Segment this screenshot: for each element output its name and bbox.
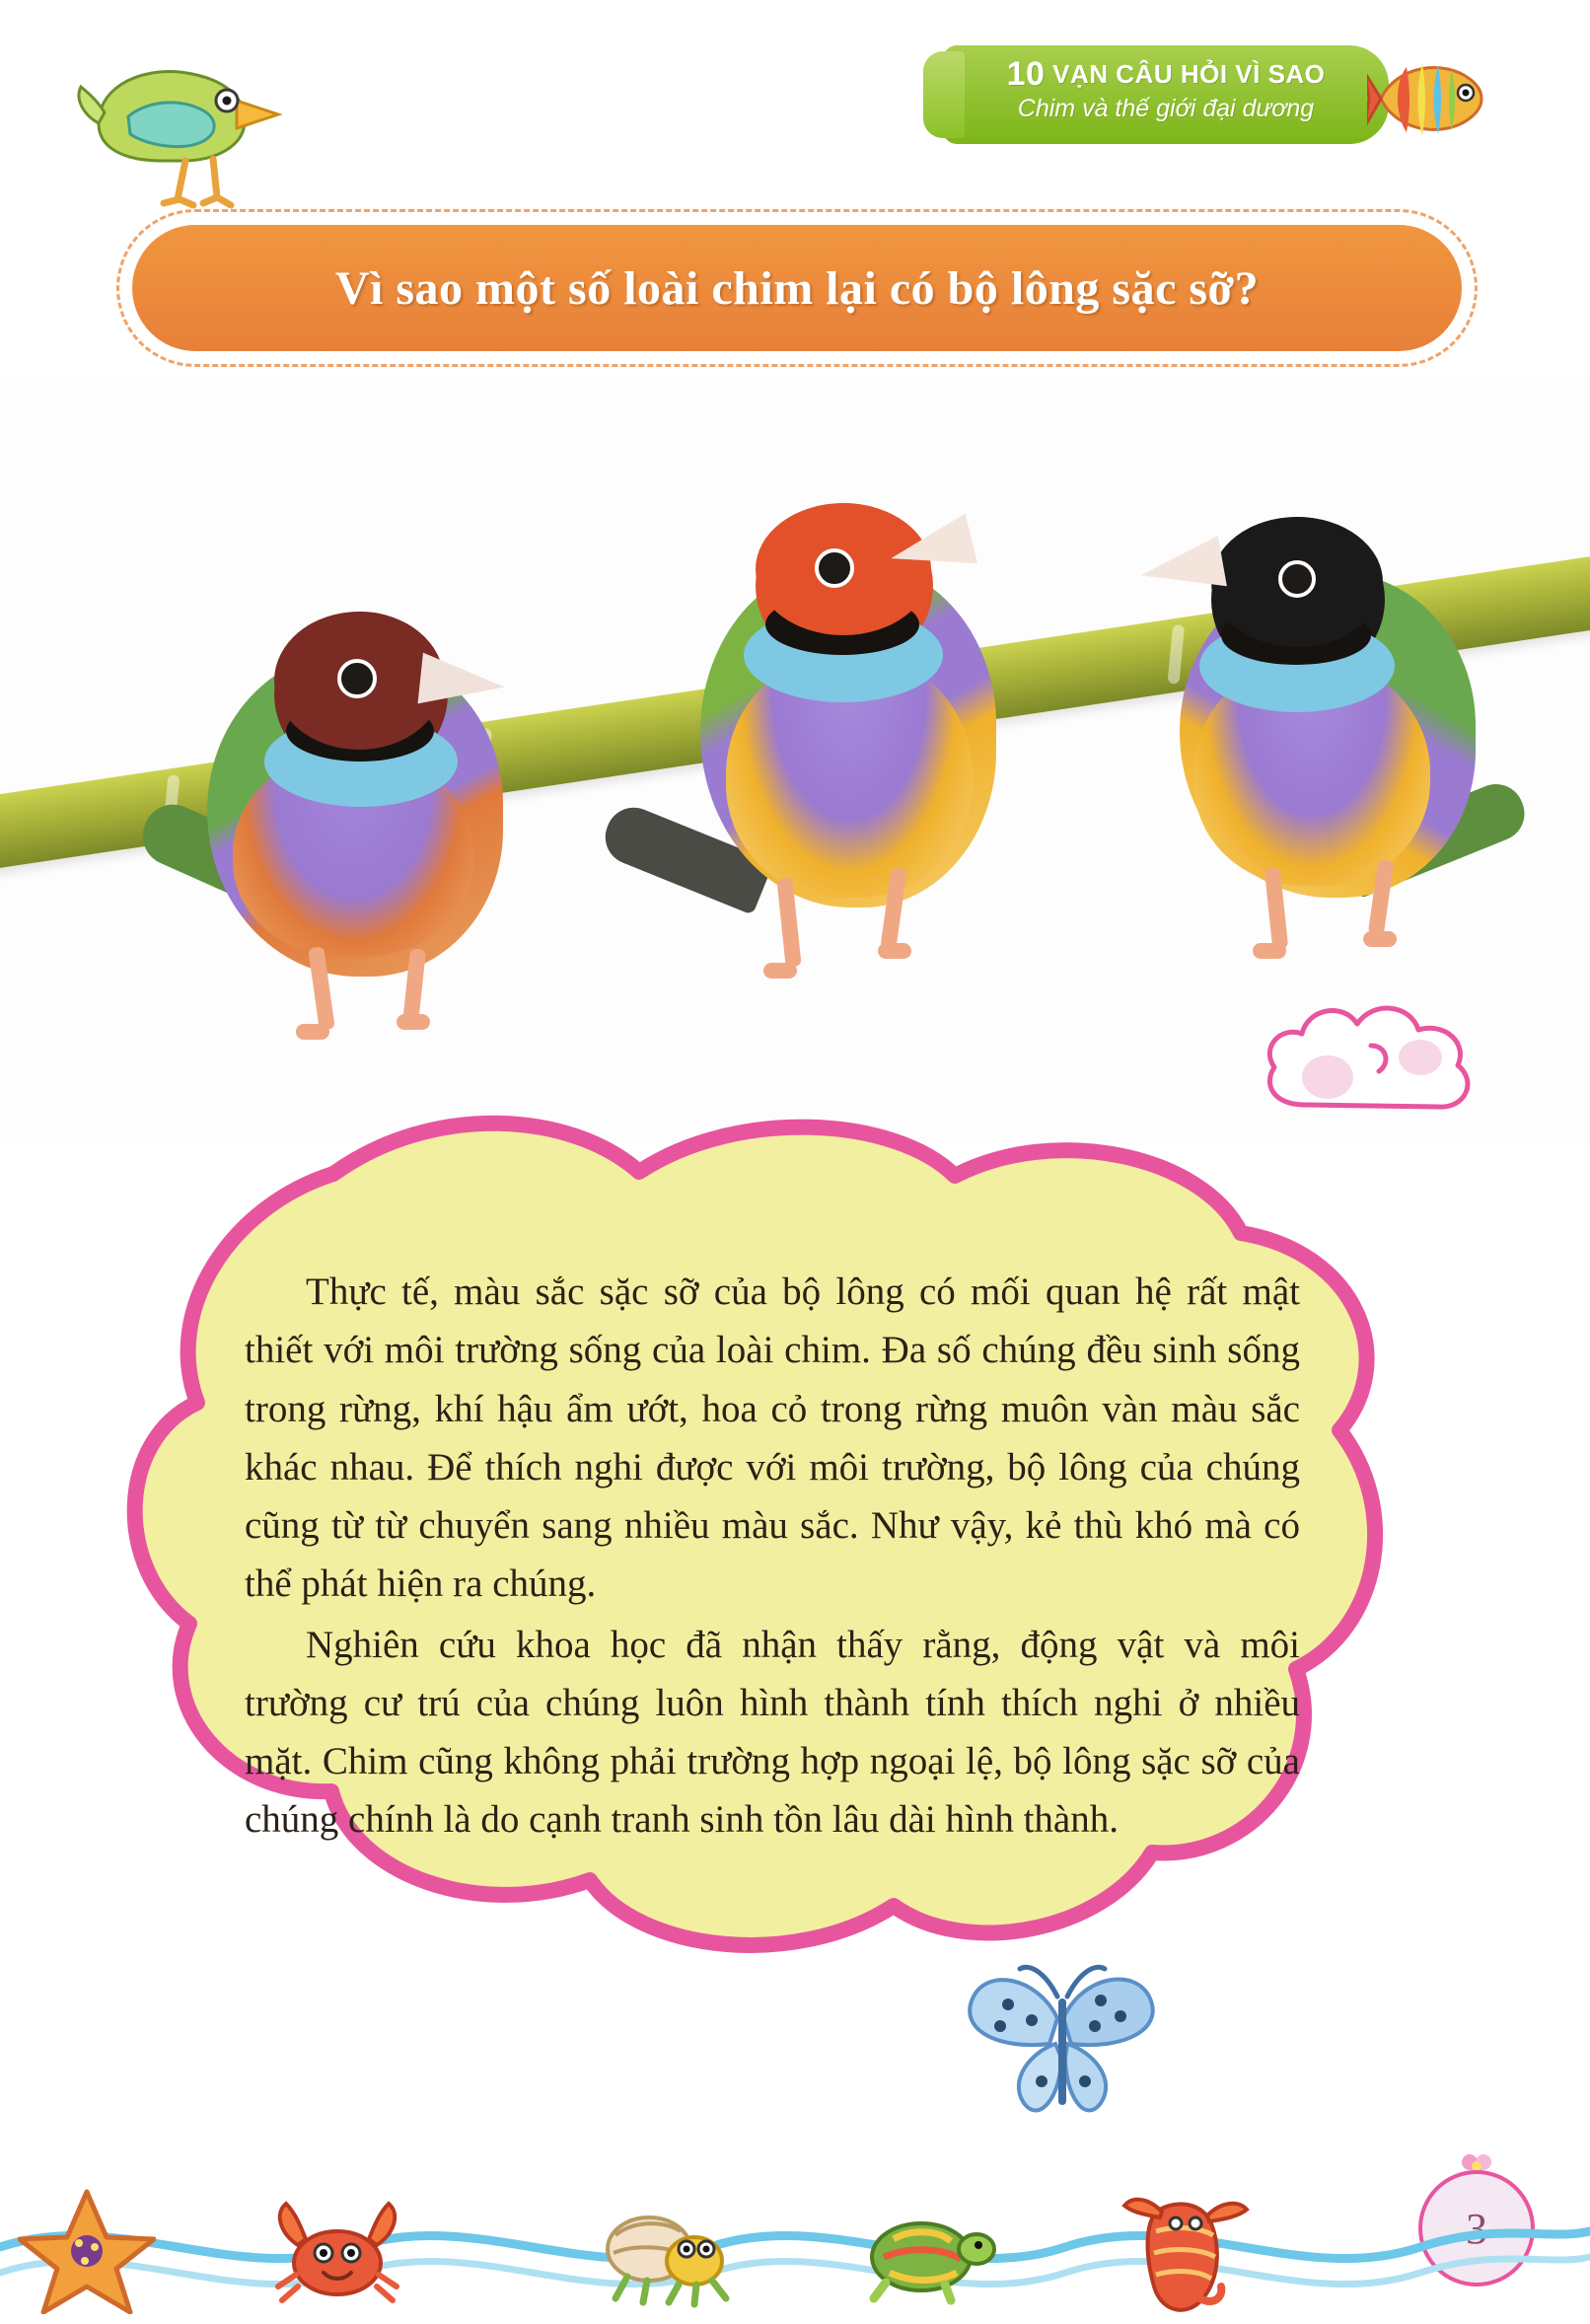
turtle-icon	[850, 2202, 998, 2315]
text-blob	[107, 1115, 1409, 1973]
tropical-fish-icon	[1367, 45, 1495, 152]
series-title-rest: VẠN CÂU HỎI VÌ SAO	[1052, 59, 1326, 89]
page-title: Vì sao một số loài chim lại có bộ lông sặc sỡ?	[334, 261, 1260, 315]
wave-icon	[0, 2202, 1590, 2290]
butterfly-icon	[947, 1933, 1174, 2131]
paragraph-2: Nghiên cứu khoa học đã nhận thấy rằng, động vật và môi trường cư trú của chúng luôn hình thành tính thích nghi ở nhiều mặt. Chim cũng không phải trường hợp ngoại lệ, bộ lông sặc sỡ của chúng chính là do cạnh tranh sinh tồn lâu dài hình thành.	[245, 1623, 1300, 1842]
crab-icon	[268, 2192, 406, 2315]
bird-right	[1085, 414, 1578, 967]
hermit-crab-icon	[592, 2196, 740, 2319]
starfish-icon	[18, 2186, 156, 2319]
bottom-decoration-strip	[0, 2150, 1590, 2324]
bird-center	[631, 404, 1105, 977]
page-number: 3	[1418, 2170, 1535, 2287]
series-header-banner	[943, 45, 1495, 152]
series-title	[943, 55, 1389, 94]
lobster-icon	[1113, 2188, 1261, 2321]
bird-left	[148, 503, 621, 1016]
article-body	[245, 1263, 1300, 1852]
title-pill	[132, 225, 1462, 351]
series-subtitle: Chim và thế giới đại dương	[1017, 95, 1315, 122]
paragraph-1: Thực tế, màu sắc sặc sỡ của bộ lông có mối quan hệ rất mật thiết với môi trường sống của loài chim. Đa số chúng đều sinh sống trong rừng, khí hậu ẩm ướt, hoa cỏ trong rừng muôn vàn màu sắc khác nhau. Để thích nghi được với môi trường, bộ lông của chúng cũng từ từ chuyển sang nhiều màu sắc. Như vậy, kẻ thù khó mà có thể phát hiện ra chúng.	[245, 1271, 1300, 1606]
question-title-bar	[116, 209, 1478, 367]
series-title-number: 10	[1006, 55, 1046, 93]
